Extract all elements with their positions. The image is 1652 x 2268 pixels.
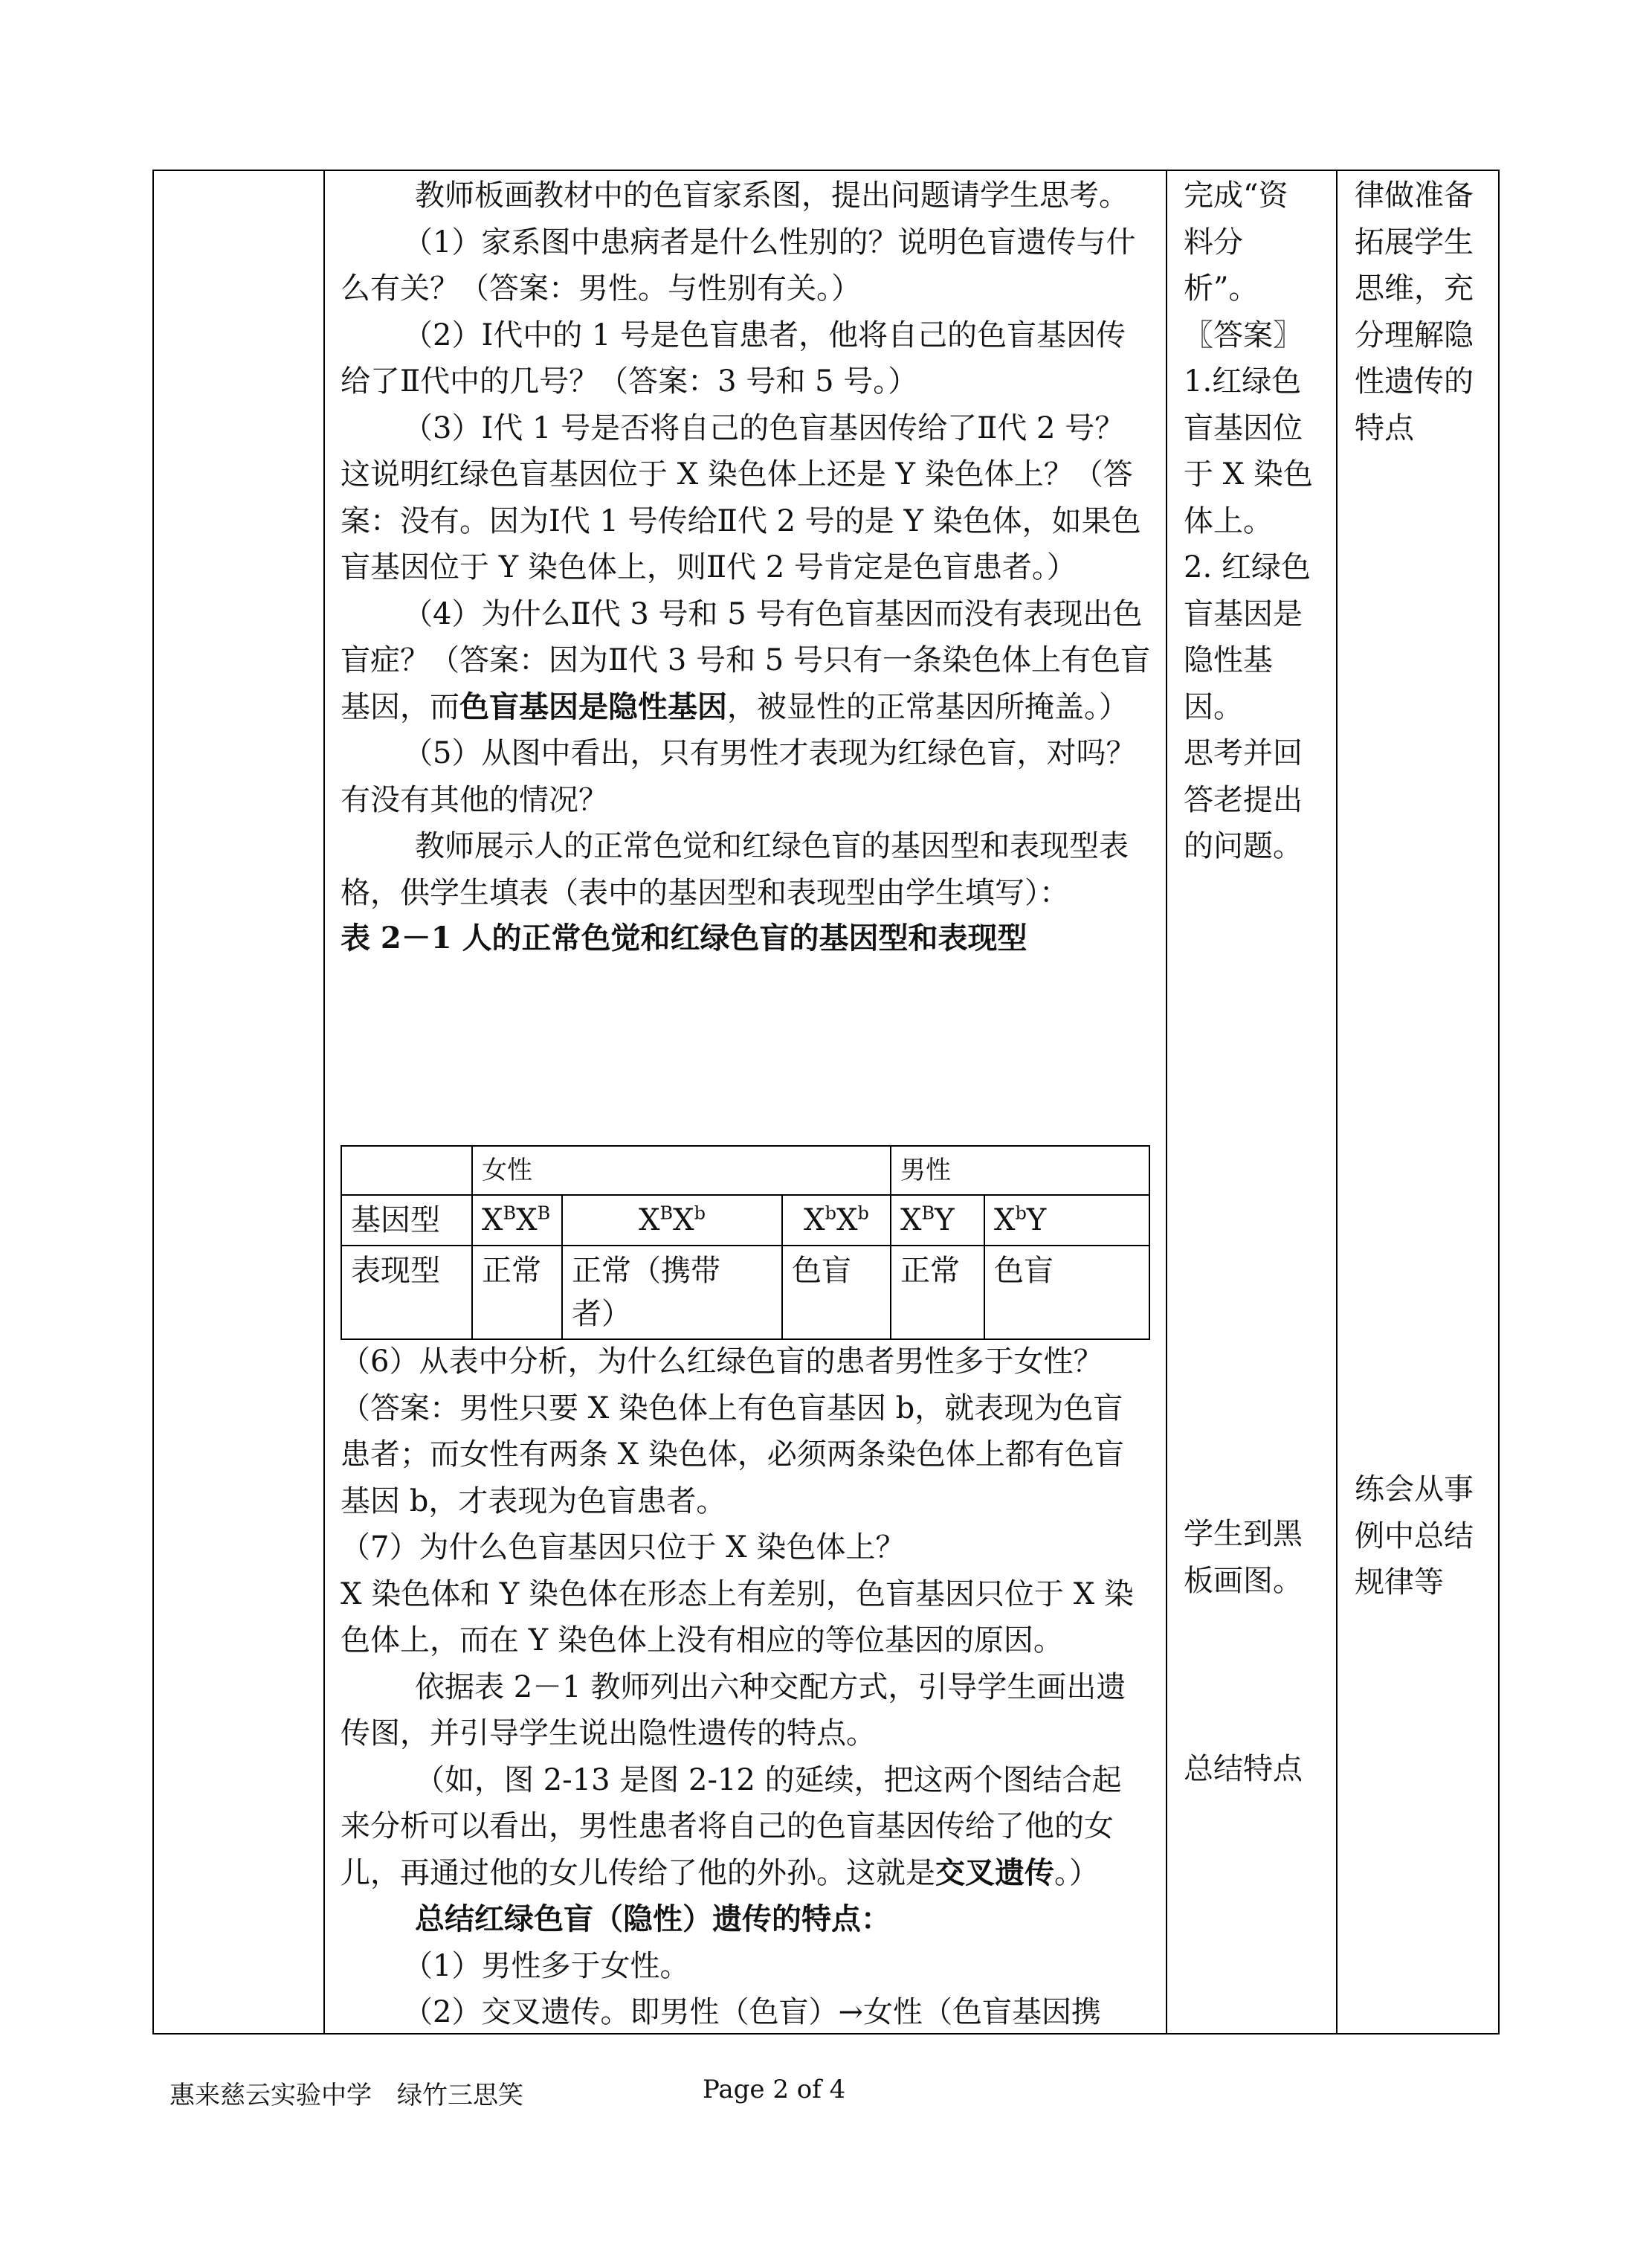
teaching-content (341, 173, 1151, 961)
student-activity-summary: 总结特点 (1184, 1752, 1303, 1786)
activity-data-analysis: 完成“资料分析”。 (1184, 178, 1288, 306)
female-header: 女性 (472, 1146, 891, 1195)
phenotype-cell: 色盲 (984, 1246, 1149, 1339)
genotype-cell: $X^bY$ (984, 1195, 1149, 1246)
summary-heading: 总结红绿色盲（隐性）遗传的特点： (415, 1901, 891, 1936)
table-border-left (152, 170, 154, 2035)
cross-inheritance-emphasis: 交叉遗传 (935, 1855, 1054, 1890)
teaching-content-lower (341, 1338, 1151, 2036)
table-border-col1 (323, 170, 325, 2035)
question-5: （5）从图中看出，只有男性才表现为红绿色盲，对吗？有没有其他的情况？ (341, 736, 1136, 817)
student-activity-draw: 学生到黑板画图。 (1184, 1517, 1303, 1598)
design-intent-lower: 练会从事例中总结规律等 (1355, 1472, 1474, 1599)
genotype-cell: $X^BX^b$ (562, 1195, 782, 1246)
paragraph-intro: 教师板画教材中的色盲家系图，提出问题请学生思考。 (415, 178, 1129, 213)
phenotype-cell: 正常 (891, 1246, 984, 1339)
table-border-col2 (1166, 170, 1167, 2035)
question-6: （6）从表中分析，为什么红绿色盲的患者男性多于女性？（答案：男性只要 X 染色体上有色盲基因 b，就表现为色盲患者；而女性有两条 X 染色体，必须两条染色体上都有色盲基因 b，才表现为色盲患者。 (341, 1344, 1124, 1518)
phenotype-cell: 色盲 (782, 1246, 891, 1339)
table-border-top (152, 170, 1500, 171)
phenotype-cell: 正常 (472, 1246, 562, 1339)
paragraph-table-intro: 教师展示人的正常色觉和红绿色盲的基因型和表现型表格，供学生填表（表中的基因型和表现型由学生填写）： (341, 829, 1129, 910)
activity-answer-label: 〖答案〗 (1184, 318, 1303, 352)
phenotype-label: 表现型 (341, 1246, 472, 1339)
question-2: （2）Ⅰ代中的 1 号是色盲患者，他将自己的色盲基因传给了Ⅱ代中的几号？（答案：3 号和 5 号。） (341, 318, 1126, 399)
question-7: （7）为什么色盲基因只位于 X 染色体上？ (341, 1530, 906, 1565)
genotype-cell: $X^BY$ (891, 1195, 984, 1246)
genotype-cell: $X^BX^B$ (472, 1195, 562, 1246)
table-row (341, 1246, 1149, 1339)
male-header: 男性 (891, 1146, 1149, 1195)
phenotype-cell: 正常（携带者） (562, 1246, 782, 1339)
student-activity (1184, 173, 1317, 870)
question-3: （3）Ⅰ代 1 号是否将自己的色盲基因传给了Ⅱ代 2 号？这说明红绿色盲基因位于 X 染色体上还是 Y 染色体上？（答案：没有。因为Ⅰ代 1 号传给Ⅱ代 2 号的是 Y 染色体，如果色盲基因位于 Y 染色体上，则Ⅱ代 2 号肯定是色盲患者。） (341, 410, 1141, 584)
table-border-right (1498, 170, 1500, 2035)
table-corner-cell (341, 1146, 472, 1195)
footer-page-number: Page 2 of 4 (703, 2075, 846, 2104)
table-title: 表 2－1 人的正常色觉和红绿色盲的基因型和表现型 (341, 921, 1027, 956)
activity-answer-1: 1.红绿色盲基因位于 X 染色体上。 (1184, 364, 1313, 538)
paragraph-mating: 依据表 2－1 教师列出六种交配方式，引导学生画出遗传图，并引导学生说出隐性遗传的特点。 (341, 1669, 1126, 1750)
activity-think: 思考并回答老提出的问题。 (1184, 736, 1303, 863)
answer-7: X 染色体和 Y 染色体在形态上有差别，色盲基因只位于 X 染色体上，而在 Y 染色体上没有相应的等位基因的原因。 (341, 1576, 1134, 1657)
genotype-phenotype-table (341, 1145, 1150, 1340)
summary-point-2: （2）交叉遗传。即男性（色盲）→女性（色盲基因携 (403, 1995, 1101, 2029)
footer-school: 惠来慈云实验中学 绿竹三思笑 (170, 2081, 523, 2110)
question-4: （4）为什么Ⅱ代 3 号和 5 号有色盲基因而没有表现出色盲症？（答案：因为Ⅱ代 3 号和 5 号只有一条染色体上有色盲基因，而色盲基因是隐性基因，被显性的正常基因所掩盖。） (341, 596, 1150, 724)
genotype-cell: $X^bX^b$ (782, 1195, 891, 1246)
table-row (341, 1146, 1149, 1195)
design-intent: 律做准备拓展学生思维，充分理解隐性遗传的特点 (1355, 178, 1474, 445)
summary-point-1: （1）男性多于女性。 (403, 1948, 690, 1983)
table-row (341, 1195, 1149, 1246)
activity-answer-2: 2. 红绿色盲基因是隐性基因。 (1184, 550, 1311, 724)
genotype-label: 基因型 (341, 1195, 472, 1246)
table-border-col3 (1336, 170, 1338, 2035)
question-1: （1）家系图中患病者是什么性别的？说明色盲遗传与什么有关？（答案：男性。与性别有关。） (341, 225, 1136, 306)
recessive-gene-emphasis: 色盲基因是隐性基因 (459, 689, 727, 724)
paragraph-figure-example: （如，图 2-13 是图 2-12 的延续，把这两个图结合起来分析可以看出，男性患者将自己的色盲基因传给了他的女儿，再通过他的女儿传给了他的外孙。这就是交叉遗传。） (341, 1762, 1122, 1890)
